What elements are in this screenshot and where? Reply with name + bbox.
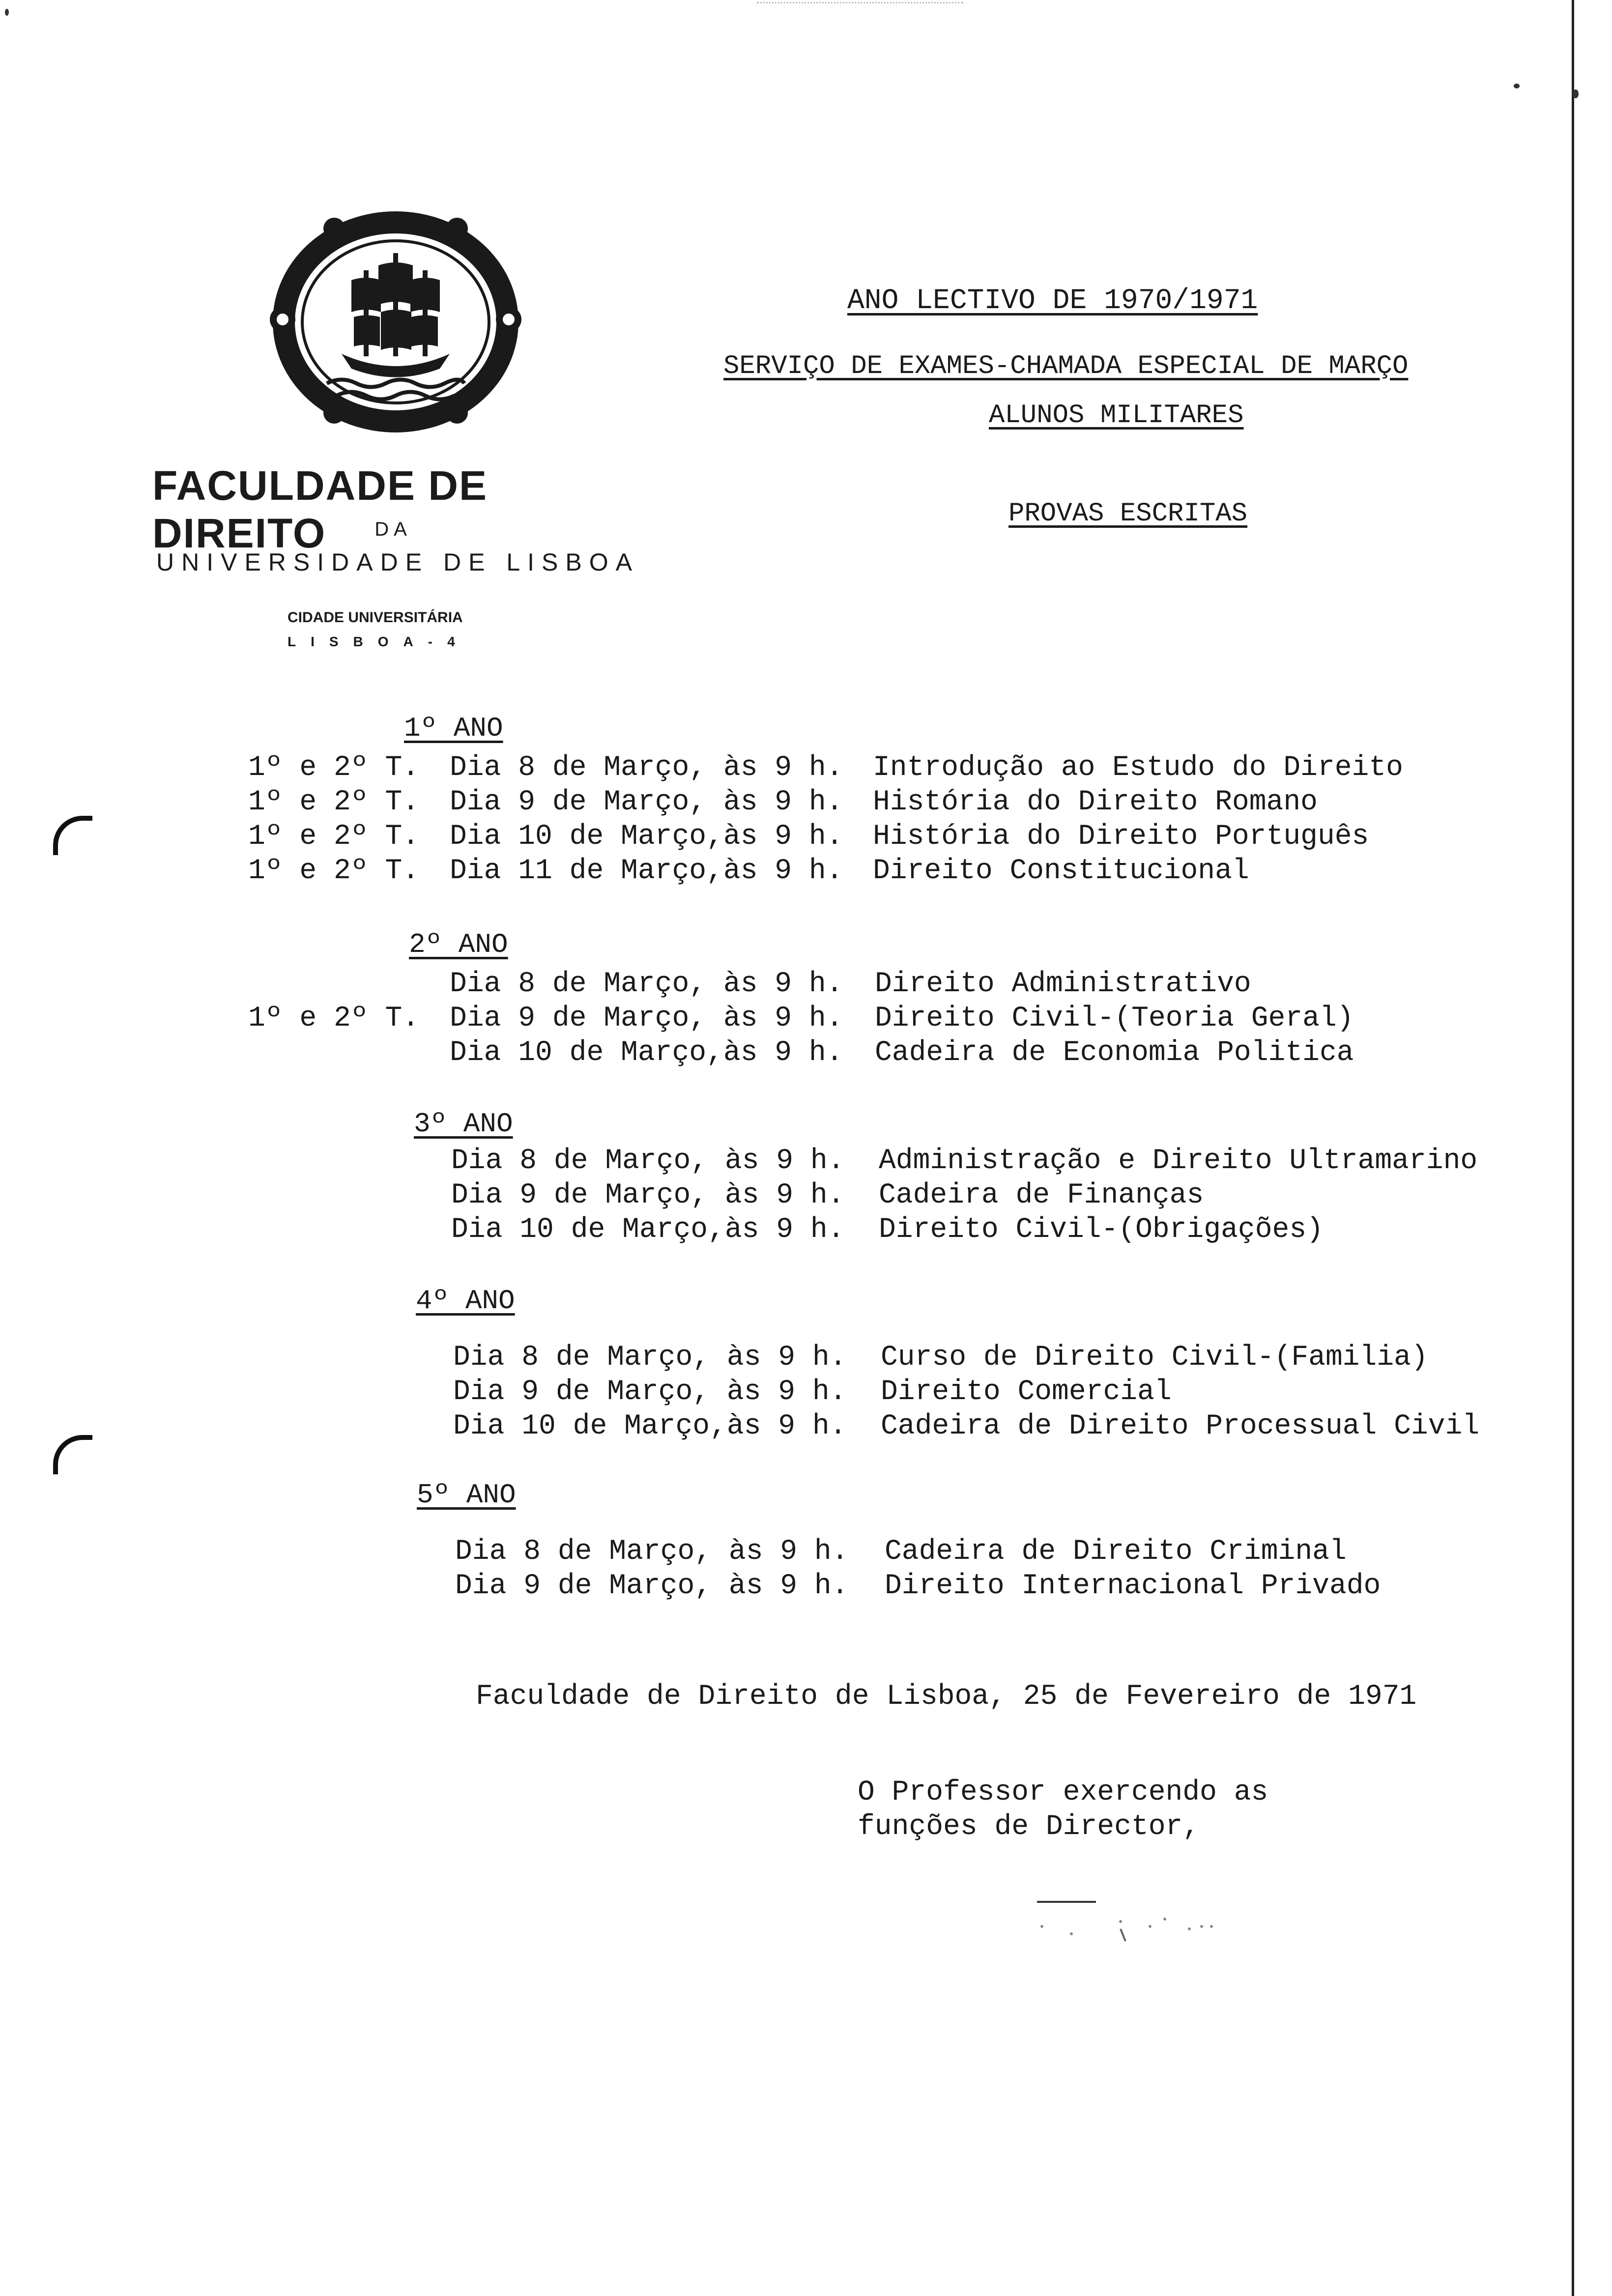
academic-year-title: ANO LECTIVO DE 1970/1971 bbox=[847, 285, 1258, 317]
signoff-line: funções de Director, bbox=[858, 1811, 1200, 1843]
exam-type-title: PROVAS ESCRITAS bbox=[1008, 499, 1248, 529]
exam-date: Dia 8 de Março, às 9 h. bbox=[451, 1145, 845, 1177]
exam-date: Dia 11 de Março,às 9 h. bbox=[450, 855, 843, 887]
ink-speck bbox=[1514, 84, 1520, 88]
exam-subject: Direito Constitucional bbox=[873, 855, 1249, 887]
exam-service-title: SERVIÇO DE EXAMES-CHAMADA ESPECIAL DE MARÇO bbox=[723, 351, 1409, 381]
year-heading: 4º ANO bbox=[416, 1285, 515, 1317]
margin-bracket-mark bbox=[53, 816, 92, 855]
year-heading: 1º ANO bbox=[404, 713, 503, 744]
exam-date: Dia 10 de Março,às 9 h. bbox=[453, 1410, 847, 1442]
exam-date: Dia 8 de Março, às 9 h. bbox=[453, 1342, 847, 1374]
turn-label: 1º e 2º T. bbox=[248, 1003, 420, 1034]
exam-subject: Direito Comercial bbox=[881, 1376, 1172, 1408]
place-and-date: Faculdade de Direito de Lisboa, 25 de Fevereiro de 1971 bbox=[476, 1681, 1417, 1713]
university-name: UNIVERSIDADE DE LISBOA bbox=[156, 548, 639, 576]
exam-date: Dia 10 de Março,às 9 h. bbox=[450, 1037, 843, 1069]
exam-subject: Cadeira de Direito Processual Civil bbox=[881, 1410, 1480, 1442]
exam-date: Dia 8 de Março, às 9 h. bbox=[455, 1536, 849, 1568]
exam-date: Dia 9 de Março, às 9 h. bbox=[451, 1179, 845, 1211]
exam-date: Dia 9 de Março, às 9 h. bbox=[455, 1570, 849, 1602]
exam-subject: Direito Civil-(Teoria Geral) bbox=[875, 1003, 1354, 1034]
exam-subject: Direito Administrativo bbox=[875, 968, 1251, 1000]
year-heading: 2º ANO bbox=[409, 929, 508, 960]
year-heading: 5º ANO bbox=[417, 1479, 516, 1511]
margin-bracket-mark bbox=[53, 1435, 92, 1474]
institution-connector: DA bbox=[374, 518, 412, 540]
student-group-title: ALUNOS MILITARES bbox=[989, 401, 1244, 430]
exam-date: Dia 8 de Março, às 9 h. bbox=[450, 968, 843, 1000]
ink-speck bbox=[1573, 89, 1579, 98]
turn-label: 1º e 2º T. bbox=[248, 855, 420, 887]
page-edge-line bbox=[1572, 0, 1574, 2296]
exam-subject: Cadeira de Finanças bbox=[879, 1179, 1204, 1211]
exam-subject: Direito Civil-(Obrigações) bbox=[879, 1214, 1324, 1246]
exam-date: Dia 10 de Março,às 9 h. bbox=[451, 1214, 845, 1246]
signoff-line: O Professor exercendo as bbox=[858, 1777, 1268, 1808]
page-crease bbox=[757, 2, 963, 5]
exam-date: Dia 9 de Março, às 9 h. bbox=[450, 786, 843, 818]
turn-label: 1º e 2º T. bbox=[248, 821, 420, 853]
exam-subject: História do Direito Romano bbox=[873, 786, 1318, 818]
institution-name: FACULDADE DE DIREITO bbox=[152, 462, 488, 556]
city-name: LISBOA-4 bbox=[288, 634, 470, 649]
turn-label: 1º e 2º T. bbox=[248, 786, 420, 818]
exam-subject: Cadeira de Direito Criminal bbox=[885, 1536, 1347, 1568]
signature-icon bbox=[1032, 1907, 1238, 1946]
exam-subject: Introdução ao Estudo do Direito bbox=[873, 752, 1403, 784]
exam-subject: Curso de Direito Civil-(Familia) bbox=[881, 1342, 1428, 1374]
exam-subject: História do Direito Português bbox=[873, 821, 1369, 853]
exam-date: Dia 10 de Março,às 9 h. bbox=[450, 821, 843, 853]
turn-label: 1º e 2º T. bbox=[248, 752, 420, 784]
signature-stroke bbox=[1037, 1901, 1096, 1903]
ink-speck bbox=[5, 9, 9, 16]
exam-date: Dia 9 de Março, às 9 h. bbox=[453, 1376, 847, 1408]
campus-name: CIDADE UNIVERSITÁRIA bbox=[288, 609, 463, 626]
exam-date: Dia 8 de Março, às 9 h. bbox=[450, 752, 843, 784]
exam-date: Dia 9 de Março, às 9 h. bbox=[450, 1003, 843, 1034]
year-heading: 3º ANO bbox=[414, 1108, 513, 1140]
exam-subject: Direito Internacional Privado bbox=[885, 1570, 1381, 1602]
university-seal-icon bbox=[268, 206, 523, 437]
exam-subject: Cadeira de Economia Politica bbox=[875, 1037, 1354, 1069]
exam-subject: Administração e Direito Ultramarino bbox=[879, 1145, 1478, 1177]
